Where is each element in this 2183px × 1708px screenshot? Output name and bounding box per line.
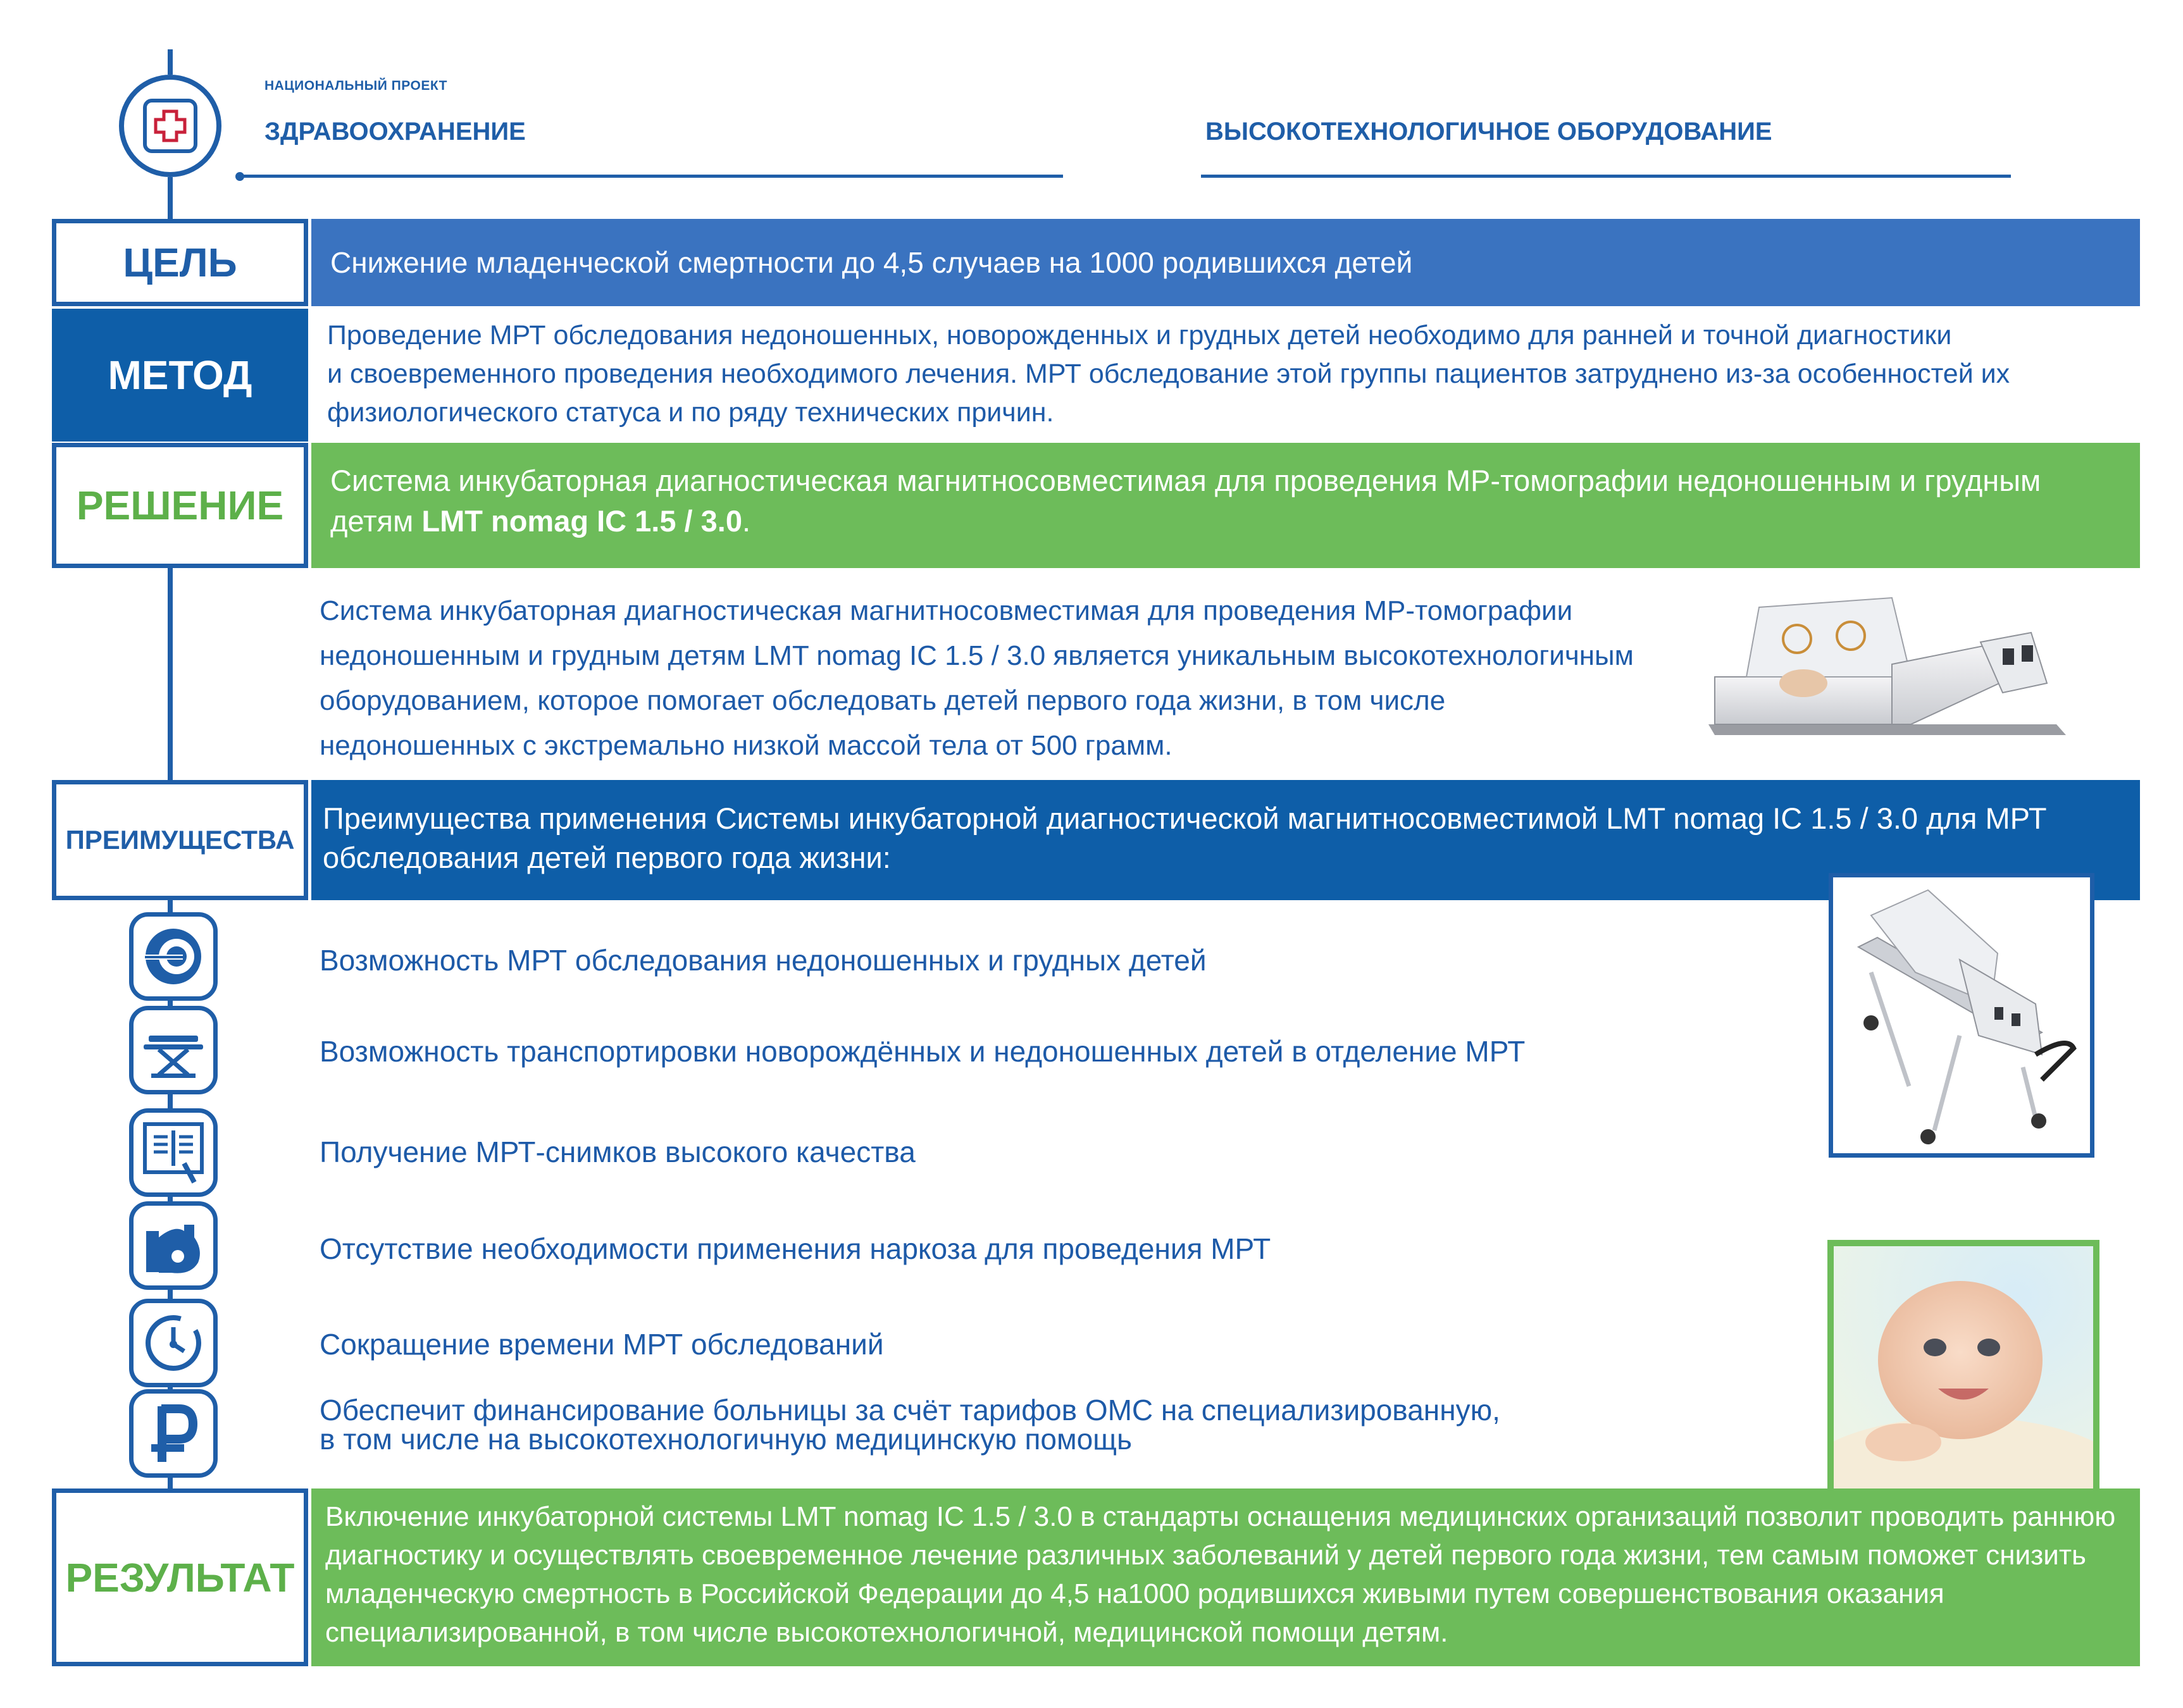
timeline-line-mid — [168, 568, 173, 780]
goal-text: Снижение младенческой смертности до 4,5 случаев на 1000 родившихся детей — [330, 246, 1413, 279]
method-line: физиологического статуса и по ряду технических причин. — [327, 397, 1054, 428]
mri-scanner-icon — [129, 912, 218, 1001]
timeline-line-logo — [168, 177, 173, 221]
description-line: недоношенным и грудным детям LMT nomag IC 1.5 / 3.0 является уникальным высокотехнологичным — [320, 640, 1634, 671]
solution-label-box — [52, 443, 308, 568]
incubator-photo — [1702, 588, 2069, 753]
goal-label: ЦЕЛЬ — [123, 240, 237, 285]
clock-icon — [129, 1299, 218, 1387]
solution-label: РЕШЕНИЕ — [76, 483, 284, 528]
solution-product-name: LMT nomag IC 1.5 / 3.0 — [421, 504, 743, 538]
description-line: оборудованием, которое помогает обследовать детей первого года жизни, в том числе — [320, 685, 1446, 716]
goal-label-box — [52, 219, 308, 306]
solution-line-1: Система инкубаторная диагностическая магнитносовместимая для проведения МР-томографии недоношенным и грудным — [330, 464, 2041, 497]
header-rule-right — [1201, 175, 2011, 178]
result-line: младенческую смертность в Российской Федерации до 4,5 на1000 родившихся живыми путем совершенствования оказания — [325, 1578, 1944, 1609]
description-text — [320, 588, 1648, 768]
stretcher-icon — [129, 1006, 218, 1094]
xray-image-icon — [129, 1108, 218, 1197]
advantages-label: ПРЕИМУЩЕСТВА — [65, 825, 295, 855]
health-logo — [119, 75, 221, 177]
project-name: ЗДРАВООХРАНЕНИЕ — [264, 118, 526, 145]
advantage-text: Сокращение времени МРТ обследований — [320, 1328, 884, 1361]
anesthesia-mask-icon — [129, 1201, 218, 1290]
method-label-box — [52, 309, 308, 442]
medical-cross-icon — [143, 99, 197, 153]
advantage-text-line: Обеспечит финансирование больницы за счёт тарифов ОМС на специализированную, — [320, 1394, 1500, 1426]
advantage-text-line: в том числе на высокотехнологичную медицинскую помощь — [320, 1423, 1132, 1456]
header-rule-left — [240, 175, 1063, 178]
advantages-label-box — [52, 780, 308, 900]
ruble-icon — [129, 1389, 218, 1478]
advantage-text: Отсутствие необходимости применения наркоза для проведения МРТ — [320, 1232, 1271, 1265]
advantages-intro-line: Преимущества применения Системы инкубаторной диагностической магнитносовместимой LMT nomag IC 1.5 / 3.0 для МРТ — [323, 801, 2047, 835]
project-label: НАЦИОНАЛЬНЫЙ ПРОЕКТ — [264, 78, 448, 93]
description-line: недоношенных с экстремально низкой массой тела от 500 грамм. — [320, 730, 1172, 761]
result-label-box — [52, 1488, 308, 1666]
advantages-intro-line: обследования детей первого года жизни: — [323, 841, 891, 874]
baby-photo — [1827, 1240, 2099, 1506]
method-text — [327, 316, 2137, 432]
method-line: Проведение МРТ обследования недоношенных, новорожденных и грудных детей необходимо для ранней и точной диагностики — [327, 320, 1952, 350]
method-line: и своевременного проведения необходимого лечения. МРТ обследование этой группы пациентов затруднено из-за особенностей их — [327, 359, 2010, 389]
solution-line-2-post: . — [742, 504, 751, 538]
result-line: диагностику и осуществлять своевременное лечение различных заболеваний у детей первого года жизни, тем самым поможет снизить — [325, 1540, 2086, 1571]
description-line: Система инкубаторная диагностическая магнитносовместимая для проведения МР-томографии — [320, 595, 1573, 626]
incubator-cart-photo — [1829, 873, 2094, 1158]
result-label: РЕЗУЛЬТАТ — [65, 1554, 295, 1600]
result-line: Включение инкубаторной системы LMT nomag IC 1.5 / 3.0 в стандарты оснащения медицинских организаций позволит проводить раннюю — [325, 1501, 2116, 1532]
result-line: специализированной, в том числе высокотехнологичной, медицинской помощи детям. — [325, 1617, 1448, 1648]
advantage-text: Возможность транспортировки новорождённых и недоношенных детей в отделение МРТ — [320, 1035, 1526, 1068]
advantage-text-multiline — [320, 1395, 1500, 1454]
solution-band — [311, 443, 2140, 568]
advantage-text: Получение МРТ-снимков высокого качества — [320, 1136, 916, 1168]
goal-band — [311, 219, 2140, 306]
solution-line-2-pre: детям — [330, 504, 422, 538]
timeline-line-top — [168, 49, 173, 75]
topic-title: ВЫСОКОТЕХНОЛОГИЧНОЕ ОБОРУДОВАНИЕ — [1205, 118, 1772, 145]
result-band — [311, 1488, 2140, 1666]
method-label: МЕТОД — [108, 352, 252, 398]
advantage-text: Возможность МРТ обследования недоношенных и грудных детей — [320, 944, 1207, 977]
